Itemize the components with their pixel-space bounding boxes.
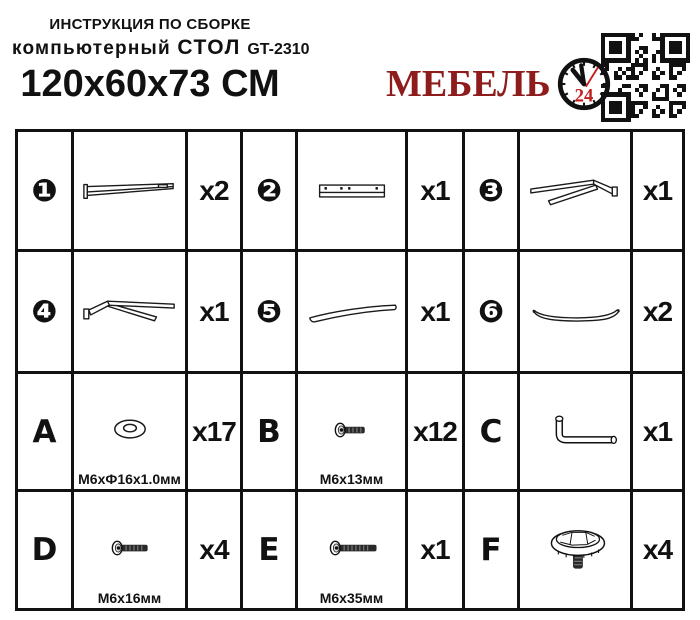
- part-d-qty: x4: [188, 492, 243, 608]
- part-2-qty: x1: [408, 132, 465, 252]
- part-5-image: [298, 252, 408, 374]
- product-word: СТОЛ: [177, 36, 241, 59]
- part-f-qty: x4: [633, 492, 682, 608]
- dimensions-text: 120x60x73 СМ: [20, 63, 280, 105]
- leg-frame-right-icon: [523, 168, 627, 214]
- part-b-spec: М6х13мм: [319, 471, 384, 487]
- clock-number: 24: [574, 85, 593, 107]
- part-c-image: [520, 374, 633, 492]
- product-subtitle: [12, 36, 310, 60]
- beam-icon: [78, 171, 182, 211]
- leg-frame-left-icon: [78, 289, 182, 335]
- parts-table: [15, 129, 685, 611]
- screw-long-icon: [300, 527, 404, 573]
- brand-logo: [386, 56, 612, 112]
- part-1-image: [74, 132, 188, 252]
- allen-key-icon: [523, 409, 627, 455]
- product-type: компьютерный: [12, 38, 171, 59]
- part-6-label: ❻: [465, 252, 520, 374]
- part-d-label: D: [18, 492, 74, 608]
- part-2-label: ❷: [243, 132, 298, 252]
- title-block: [12, 16, 310, 106]
- part-a-image: [74, 374, 188, 492]
- knob-icon: [523, 522, 627, 578]
- part-3-image: [520, 132, 633, 252]
- screw-short-icon: [300, 409, 404, 455]
- part-1-label: ❶: [18, 132, 74, 252]
- part-e-label: E: [243, 492, 298, 608]
- part-6-image: [520, 252, 633, 374]
- part-3-label: ❸: [465, 132, 520, 252]
- part-e-image: [298, 492, 408, 608]
- part-3-qty: x1: [633, 132, 682, 252]
- part-b-qty: x12: [408, 374, 465, 492]
- qr-code: [601, 33, 690, 122]
- part-4-label: ❹: [18, 252, 74, 374]
- instruction-title: ИНСТРУКЦИЯ ПО СБОРКЕ: [49, 16, 251, 33]
- part-b-label: B: [243, 374, 298, 492]
- part-d-spec: М6х16мм: [97, 590, 162, 606]
- part-c-qty: x1: [633, 374, 682, 492]
- part-5-qty: x1: [408, 252, 465, 374]
- part-f-label: F: [465, 492, 520, 608]
- part-d-image: [74, 492, 188, 608]
- part-a-spec: М6хФ16х1.0мм: [78, 471, 181, 487]
- model-number: GT-2310: [247, 41, 310, 58]
- part-b-image: [298, 374, 408, 492]
- part-5-label: ❺: [243, 252, 298, 374]
- part-c-label: C: [465, 374, 520, 492]
- part-1-qty: x2: [188, 132, 243, 252]
- part-e-spec: М6х35мм: [319, 590, 384, 606]
- desktop-panel-icon: [300, 292, 404, 332]
- part-f-image: [520, 492, 633, 608]
- part-2-image: [298, 132, 408, 252]
- part-4-qty: x1: [188, 252, 243, 374]
- part-a-qty: x17: [188, 374, 243, 492]
- washer-icon: [78, 409, 182, 455]
- part-4-image: [74, 252, 188, 374]
- support-strip-icon: [523, 292, 627, 332]
- part-6-qty: x2: [633, 252, 682, 374]
- brand-name: МЕБЕЛЬ: [386, 63, 551, 105]
- screw-medium-icon: [78, 527, 182, 573]
- part-e-qty: x1: [408, 492, 465, 608]
- part-a-label: A: [18, 374, 74, 492]
- mount-bracket-icon: [300, 171, 404, 211]
